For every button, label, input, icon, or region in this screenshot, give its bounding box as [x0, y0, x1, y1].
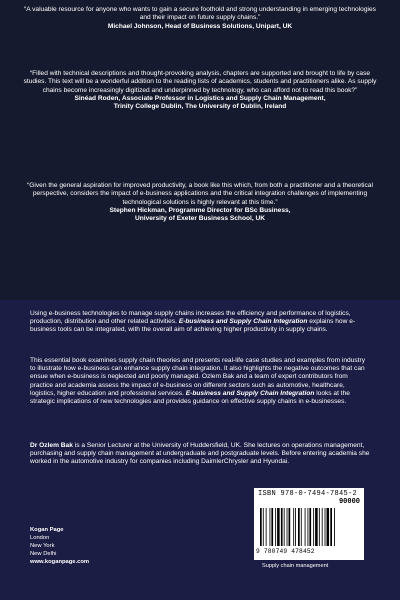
description-text: looks at the strategic implications of new technologies and provides guidance on effective supply chains in e-businesses.: [30, 389, 350, 406]
barcode-bar: [305, 508, 306, 546]
barcode-digits: 9 780749 478452: [256, 548, 315, 555]
barcode-bar: [287, 508, 288, 546]
description-paragraph-1: [30, 310, 370, 335]
quote-attribution: Trinity College Dublin, The University of Dublin, Ireland: [113, 103, 287, 111]
barcode-bar: [260, 508, 262, 546]
barcode-bar: [289, 508, 291, 546]
barcode-bar: [270, 508, 271, 546]
barcode-bar: [322, 508, 323, 546]
description-text: explains how e-business tools can be integrated, with the overall aim of achieving higher productivity in supply chains.: [30, 318, 356, 334]
book-title: E-business and Supply Chain Integration: [178, 318, 308, 326]
barcode-bar: [266, 508, 267, 546]
barcode-bar: [330, 508, 332, 546]
description-text: This essential book examines supply chain theories and presents real-life case studies and examples from industry to illustrate how e-business can enhance supply chain integration. It also highlights the negative outcomes that can ensue when e-business is neglected and poorly managed. Ozlem Bak and a team of expert contributors from practice and academia assess the impact of e-business on different sectors such as automotive, healthcare, logistics, higher education and professional services.: [30, 357, 365, 397]
isbn-label: ISBN 978-0-7494-7845-2: [258, 490, 358, 498]
barcode-bar: [308, 508, 309, 546]
category-label: Supply chain management: [262, 563, 329, 569]
barcode-bar: [295, 508, 296, 546]
barcode-bar: [263, 508, 264, 546]
publisher-city: New Delhi: [30, 551, 57, 557]
barcode-bar: [281, 508, 283, 546]
barcode-bar: [284, 508, 285, 546]
publisher-name: Kogan Page: [30, 527, 64, 533]
quote-text: “A valuable resource for anyone who wants to gain a secure foothold and strong understanding in emerging technologies and their impact on future supply chains.”: [24, 6, 376, 22]
author-bio-text: is a Senior Lecturer at the University of Huddersfield, UK. She lectures on operations management, purchasing and supply chain management at undergraduate and postgraduate levels. Before entering academia she worked in the automotive industry for companies including DaimlerChrysler and Hyundai.: [30, 442, 370, 466]
barcode-bar: [315, 508, 318, 546]
quote-text: “Filled with technical descriptions and thought-provoking analysis, chapters are supported and brought to life by case studies. This text will be a wonderful addition to the reading lists of academics, students and practitioners alike. As supply chains become increasingly digitized and underpinned by technology, who can afford not to read this book?”: [23, 70, 377, 94]
description-paragraph-2: [30, 357, 370, 406]
quote-attribution: Michael Johnson, Head of Business Solutions, Unipart, UK: [107, 22, 293, 30]
barcode-bar: [319, 508, 320, 546]
review-quote-1: [22, 6, 378, 31]
barcode-box: [254, 488, 364, 560]
publisher-city: London: [30, 535, 50, 541]
barcode-bar: [275, 508, 276, 546]
quote-attribution: Stephen Hickman, Programme Director for BSc Business,: [109, 206, 291, 214]
barcode-bar: [313, 508, 314, 546]
price-code: 90000: [338, 498, 360, 506]
barcode-bar: [327, 508, 330, 546]
publisher-city: New York: [30, 543, 55, 549]
description-text: Using e-business technologies to manage supply chains increases the efficiency and performance of logistics, production, distribution and other related activities.: [30, 310, 351, 326]
barcode-bar: [301, 508, 302, 546]
barcode-bar: [309, 508, 311, 546]
publisher-block: [30, 526, 89, 566]
quote-attribution: University of Exeter Business School, UK: [134, 215, 266, 223]
review-quote-2: [22, 70, 378, 111]
barcode-bar: [334, 508, 335, 546]
barcode-bar: [293, 508, 294, 546]
barcode-bar: [298, 508, 300, 546]
barcode-bars: [258, 508, 358, 546]
book-title: E-business and Supply Chain Integration: [185, 389, 315, 397]
publisher-website: www.koganpage.com: [30, 559, 90, 565]
barcode-bar: [277, 508, 280, 546]
barcode-bar: [271, 508, 273, 546]
review-quote-3: [22, 182, 378, 223]
author-name: Dr Ozlem Bak: [30, 442, 73, 449]
barcode-bar: [325, 508, 326, 546]
quote-attribution: Sinéad Roden, Associate Professor in Logistics and Supply Chain Management,: [74, 94, 326, 102]
author-bio: [30, 442, 370, 467]
quote-text: “Given the general aspiration for improved productivity, a book like this which, from both a practitioner and a theoretical perspective, considers the impact of e-business applications and the critical integration challenges of implementing technological solutions is highly relevant at this time.”: [27, 182, 373, 206]
